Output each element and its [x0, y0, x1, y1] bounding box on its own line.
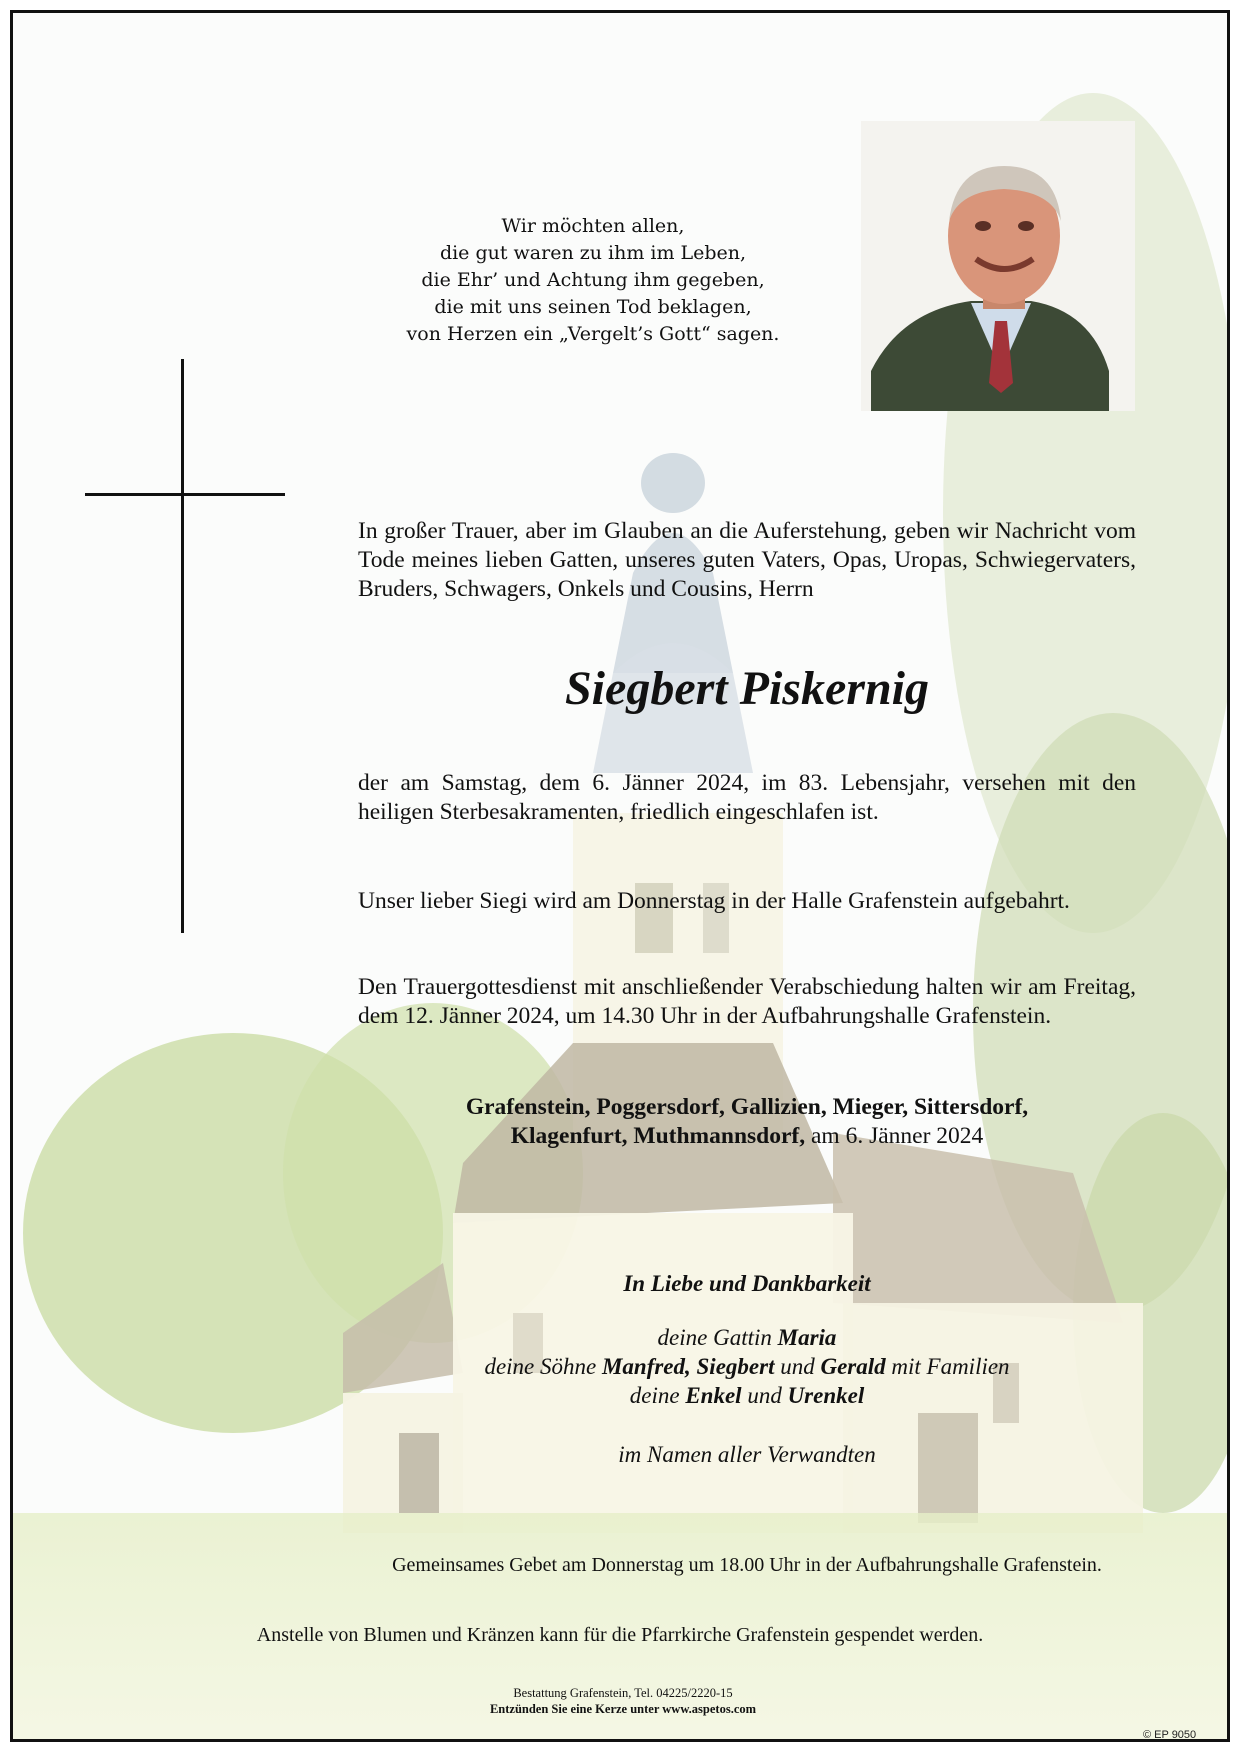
places-line-1: Grafenstein, Poggersdorf, Gallizien, Mieger, Sittersdorf,: [465, 1094, 1029, 1120]
copyright-mark: © EP 9050: [1143, 1729, 1197, 1741]
cross-vertical-bar: [181, 359, 184, 933]
undertaker-info: [343, 1685, 903, 1717]
death-notice-paragraph: der am Samstag, dem 6. Jänner 2024, im 83. Lebensjahr, versehen mit den heiligen Sterbesakramenten, friedlich eingeschlafen ist.: [358, 770, 1136, 825]
poem-line: Wir möchten allen,: [501, 215, 685, 237]
intro-paragraph: In großer Trauer, aber im Glauben an die Auferstehung, geben wir Nachricht vom Tode meines lieben Gatten, unseres guten Vaters, Opas, Uropas, Schwiegervaters, Bruders, Schwagers, Onkels und Cousins, Herrn: [358, 518, 1136, 602]
aufbahrung-paragraph: Unser lieber Siegi wird am Donnerstag in der Halle Grafenstein aufgebahrt.: [358, 888, 1070, 914]
places-and-date: [358, 1093, 1136, 1151]
donation-notice: Anstelle von Blumen und Kränzen kann für die Pfarrkirche Grafenstein gespendet werden.: [256, 1624, 984, 1646]
deceased-name: Siegbert Piskernig: [564, 662, 929, 715]
family-grandchildren-line: deine Enkel und Urenkel: [629, 1383, 865, 1408]
poem-line: die mit uns seinen Tod beklagen,: [434, 296, 752, 318]
family-list: [358, 1323, 1136, 1410]
poem-line: von Herzen ein „Vergelt’s Gott“ sagen.: [406, 323, 780, 345]
poem: [343, 213, 843, 348]
relatives-line: im Namen aller Verwandten: [618, 1442, 876, 1467]
portrait-photo: [861, 121, 1135, 411]
places-date: am 6. Jänner 2024: [805, 1123, 984, 1149]
poem-line: die Ehr’ und Achtung ihm gegeben,: [421, 269, 765, 291]
prayer-notice: Gemeinsames Gebet am Donnerstag um 18.00 Uhr in der Aufbahrungshalle Grafenstein.: [392, 1554, 1102, 1576]
family-wife-line: deine Gattin Maria: [657, 1325, 837, 1350]
undertaker-contact: Bestattung Grafenstein, Tel. 04225/2220-15: [513, 1686, 733, 1700]
obituary-page: [10, 10, 1230, 1742]
candle-link-text: Entzünden Sie eine Kerze unter www.aspetos.com: [489, 1702, 757, 1716]
places-line-2-bold: Klagenfurt, Muthmannsdorf,: [510, 1123, 806, 1149]
family-sons-line: deine Söhne Manfred, Siegbert und Gerald mit Familien: [484, 1354, 1010, 1379]
funeral-service-paragraph: Den Trauergottesdienst mit anschließender Verabschiedung halten wir am Freitag, dem 12. Jänner 2024, um 14.30 Uhr in der Aufbahrungshalle Grafenstein.: [358, 974, 1136, 1029]
poem-line: die gut waren zu ihm im Leben,: [439, 242, 747, 264]
signoff-title: In Liebe und Dankbarkeit: [623, 1271, 871, 1296]
cross-horizontal-bar: [85, 493, 285, 496]
